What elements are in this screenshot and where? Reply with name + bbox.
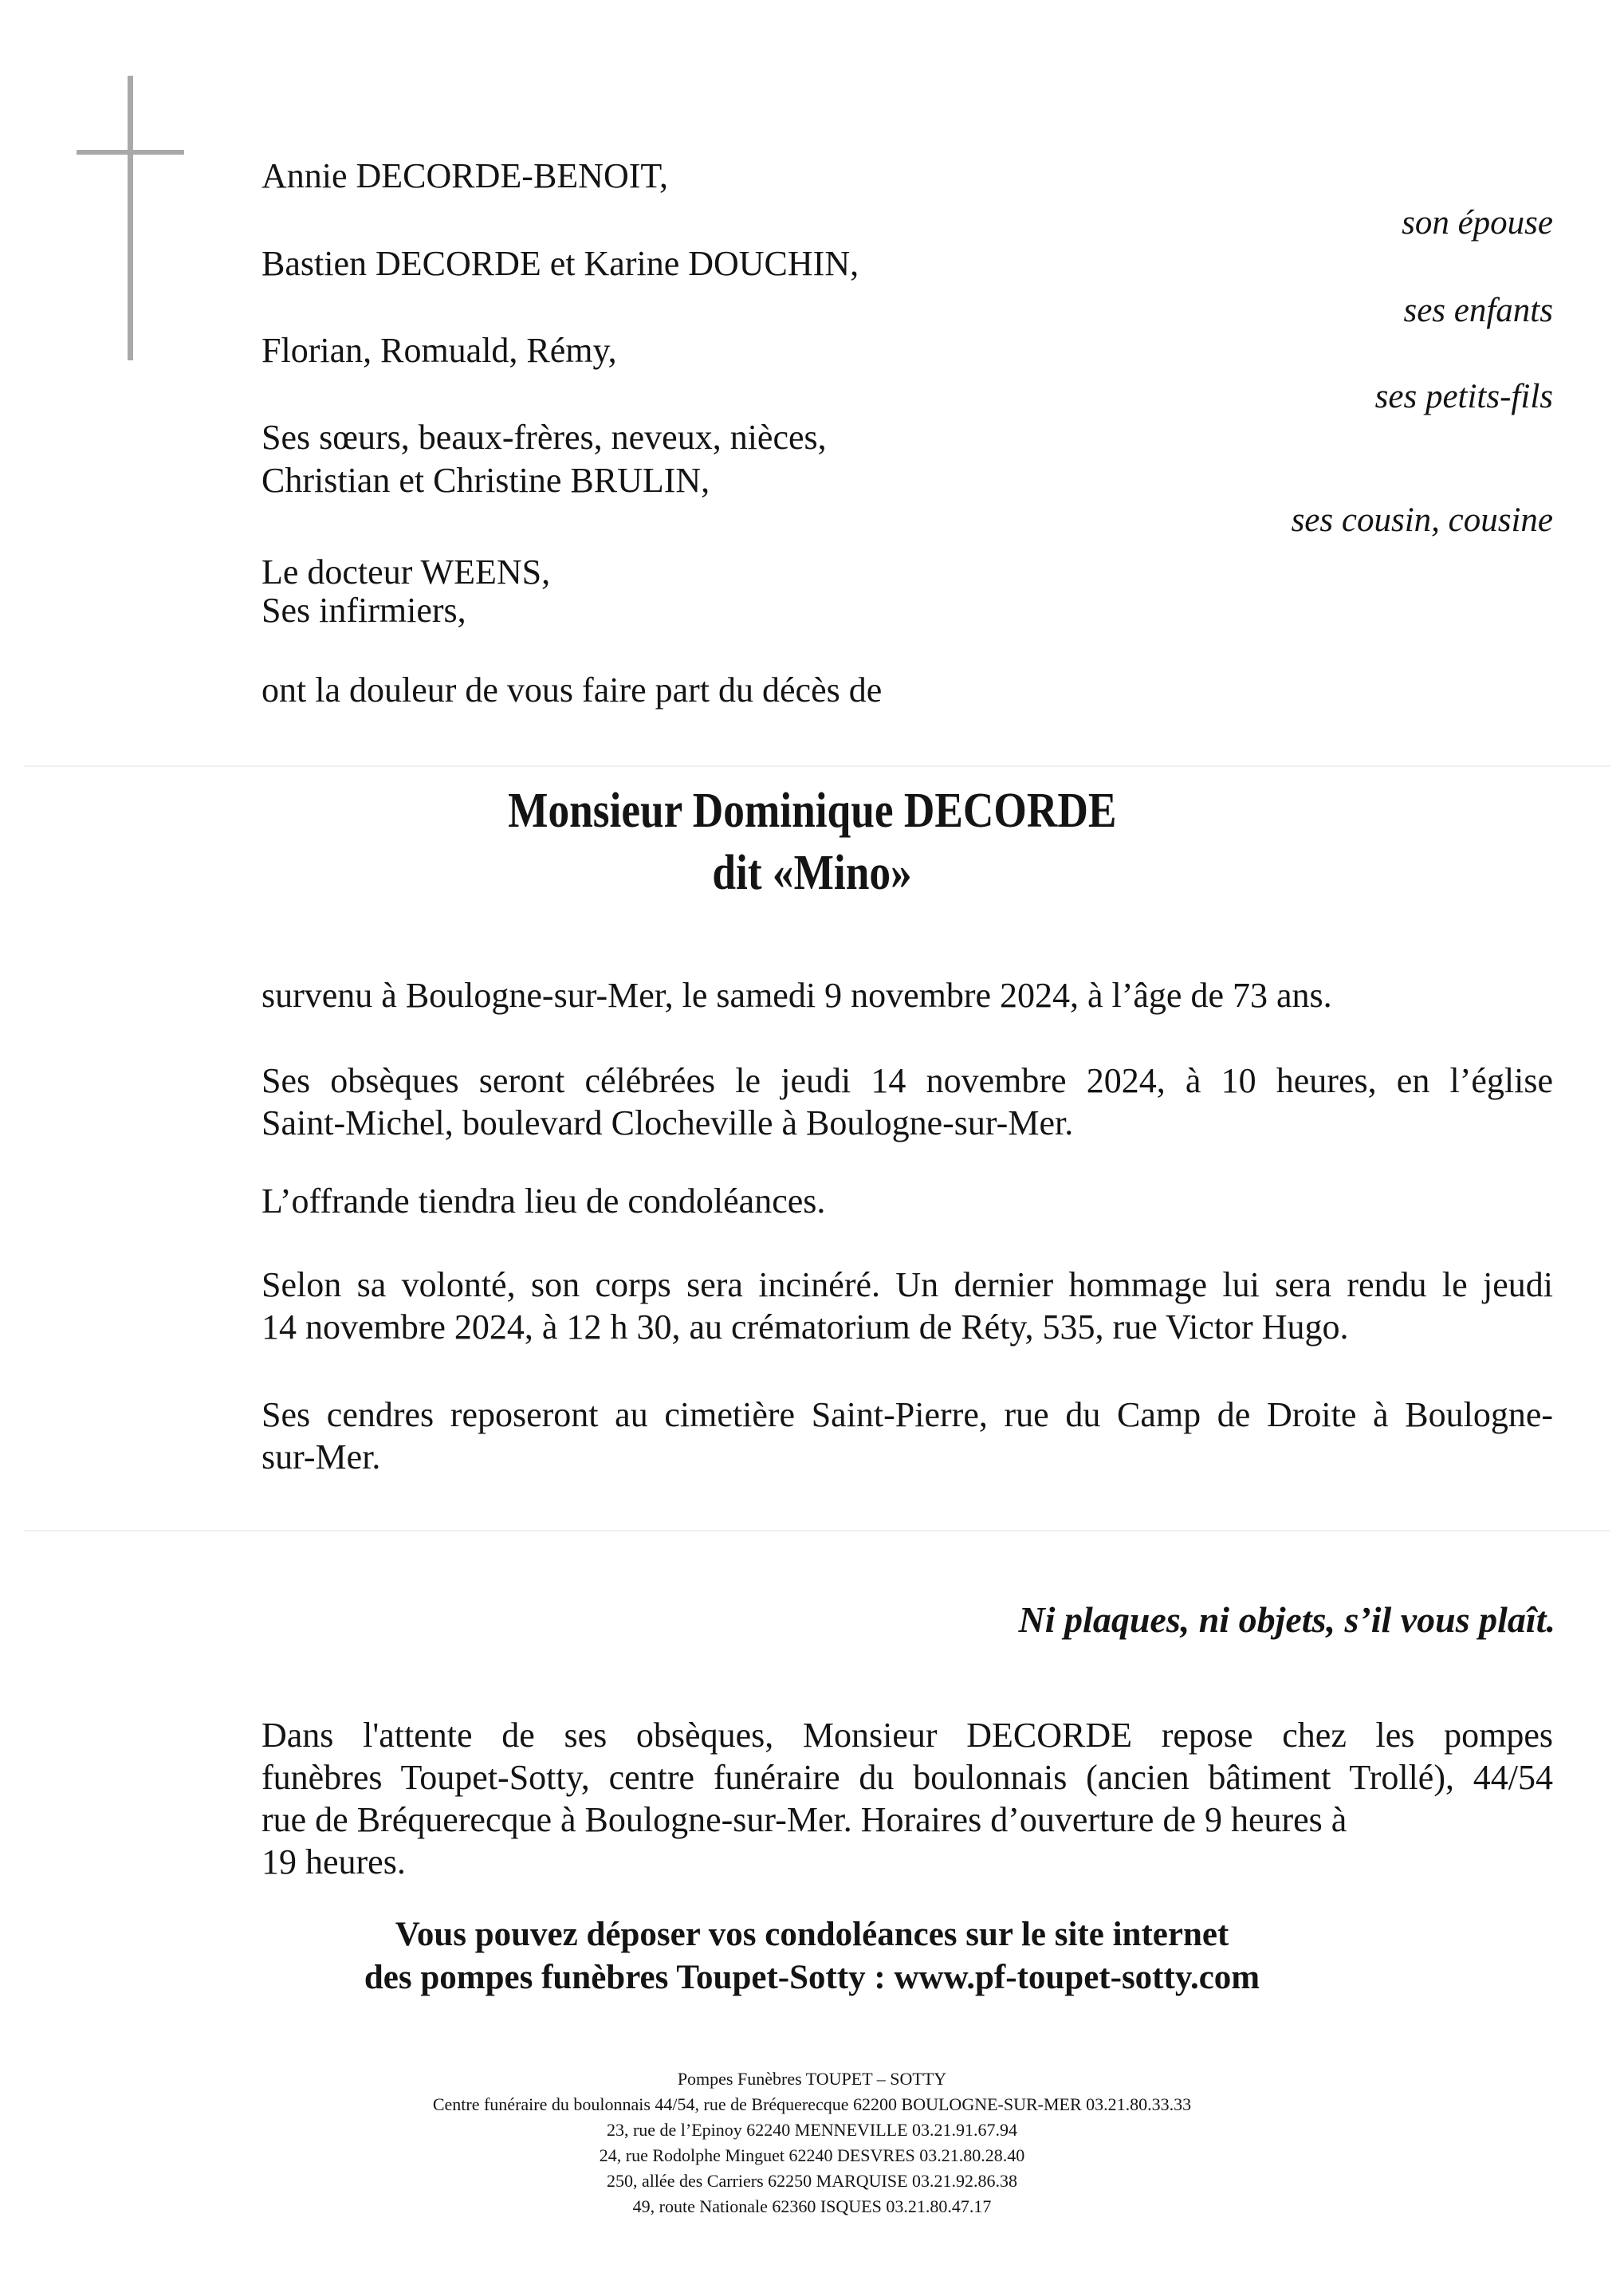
condolences-line-1: Vous pouvez déposer vos condoléances sur le site internet: [395, 1916, 1229, 1953]
resting-line-2: funèbres Toupet-Sotty, centre funéraire du boulonnais (ancien bâtiment Trollé), 44/54: [261, 1758, 1553, 1797]
relation-spouse: son épouse: [1402, 204, 1553, 242]
relation-cousins: ses cousin, cousine: [1291, 501, 1553, 539]
death-text: survenu à Boulogne-sur-Mer, le samedi 9 novembre 2024, à l’âge de 73 ans.: [261, 976, 1332, 1015]
funeral-home-footer: [0, 2066, 1624, 2219]
condolences-notice: [0, 1913, 1624, 1999]
death-paragraph: [261, 974, 1553, 1016]
relation-children: ses enfants: [1403, 292, 1553, 329]
resting-line-1: Dans l'attente de ses obsèques, Monsieur DECORDE repose chez les pompes: [261, 1716, 1553, 1755]
family-line-children: Bastien DECORDE et Karine DOUCHIN,: [261, 244, 859, 283]
funeral-line-1: Ses obsèques seront célébrées le jeudi 14 novembre 2024, à 10 heures, en l’église: [261, 1061, 1553, 1100]
ashes-line-2: sur-Mer.: [261, 1437, 381, 1476]
deceased-nickname: dit «Mino»: [712, 846, 912, 900]
footer-address-boulogne: Centre funéraire du boulonnais 44/54, rue de Bréquerecque 62200 BOULOGNE-SUR-MER 03.21.80.33.33: [432, 2094, 1192, 2114]
cross-vertical-bar: [128, 76, 133, 360]
resting-line-4: 19 heures.: [261, 1842, 406, 1881]
announcement-line: ont la douleur de vous faire part du décès de: [261, 670, 883, 710]
condolences-line-2: des pompes funèbres Toupet-Sotty : www.pf-toupet-sotty.com: [364, 1959, 1260, 1996]
footer-company: Pompes Funèbres TOUPET – SOTTY: [677, 2069, 947, 2089]
footer-address-menneville: 23, rue de l’Epinoy 62240 MENNEVILLE 03.21.91.67.94: [606, 2120, 1018, 2140]
relation-grandchildren: ses petits-fils: [1374, 378, 1553, 415]
funeral-paragraph: [261, 1060, 1553, 1144]
deceased-name: Monsieur Dominique DECORDE: [507, 784, 1117, 838]
cremation-line-1: Selon sa volonté, son corps sera incinéré. Un dernier hommage lui sera rendu le jeudi: [261, 1265, 1553, 1304]
cremation-paragraph: [261, 1264, 1553, 1348]
cremation-line-2: 14 novembre 2024, à 12 h 30, au crématorium de Réty, 535, rue Victor Hugo.: [261, 1307, 1349, 1347]
deceased-name-block: [0, 780, 1624, 904]
footer-address-isques: 49, route Nationale 62360 ISQUES 03.21.80.47.17: [632, 2196, 992, 2216]
family-line-doctor: Le docteur WEENS,: [261, 552, 551, 592]
family-line-grandchildren: Florian, Romuald, Rémy,: [261, 331, 617, 370]
cross-horizontal-bar: [77, 150, 184, 155]
ashes-line-1: Ses cendres reposeront au cimetière Saint-Pierre, rue du Camp de Droite à Boulogne-: [261, 1395, 1553, 1434]
offering-paragraph: [261, 1180, 1553, 1222]
resting-line-3: rue de Bréquerecque à Boulogne-sur-Mer. Horaires d’ouverture de 9 heures à: [261, 1800, 1347, 1839]
scan-divider-bottom: [24, 1530, 1610, 1531]
funeral-line-2: Saint-Michel, boulevard Clocheville à Boulogne-sur-Mer.: [261, 1103, 1074, 1142]
family-line-cousins: Christian et Christine BRULIN,: [261, 461, 710, 500]
no-flowers-note: Ni plaques, ni objets, s’il vous plaît.: [1018, 1599, 1555, 1640]
footer-address-desvres: 24, rue Rodolphe Minguet 62240 DESVRES 03.21.80.28.40: [599, 2145, 1025, 2165]
family-line-spouse: Annie DECORDE-BENOIT,: [261, 156, 668, 195]
offering-text: L’offrande tiendra lieu de condoléances.: [261, 1181, 826, 1221]
family-line-nurses: Ses infirmiers,: [261, 591, 466, 630]
resting-place-paragraph: [261, 1714, 1553, 1883]
ashes-paragraph: [261, 1394, 1553, 1478]
family-line-siblings: Ses sœurs, beaux-frères, neveux, nièces,: [261, 418, 827, 457]
footer-address-marquise: 250, allée des Carriers 62250 MARQUISE 03.21.92.86.38: [606, 2171, 1018, 2191]
scan-divider-top: [24, 765, 1610, 767]
